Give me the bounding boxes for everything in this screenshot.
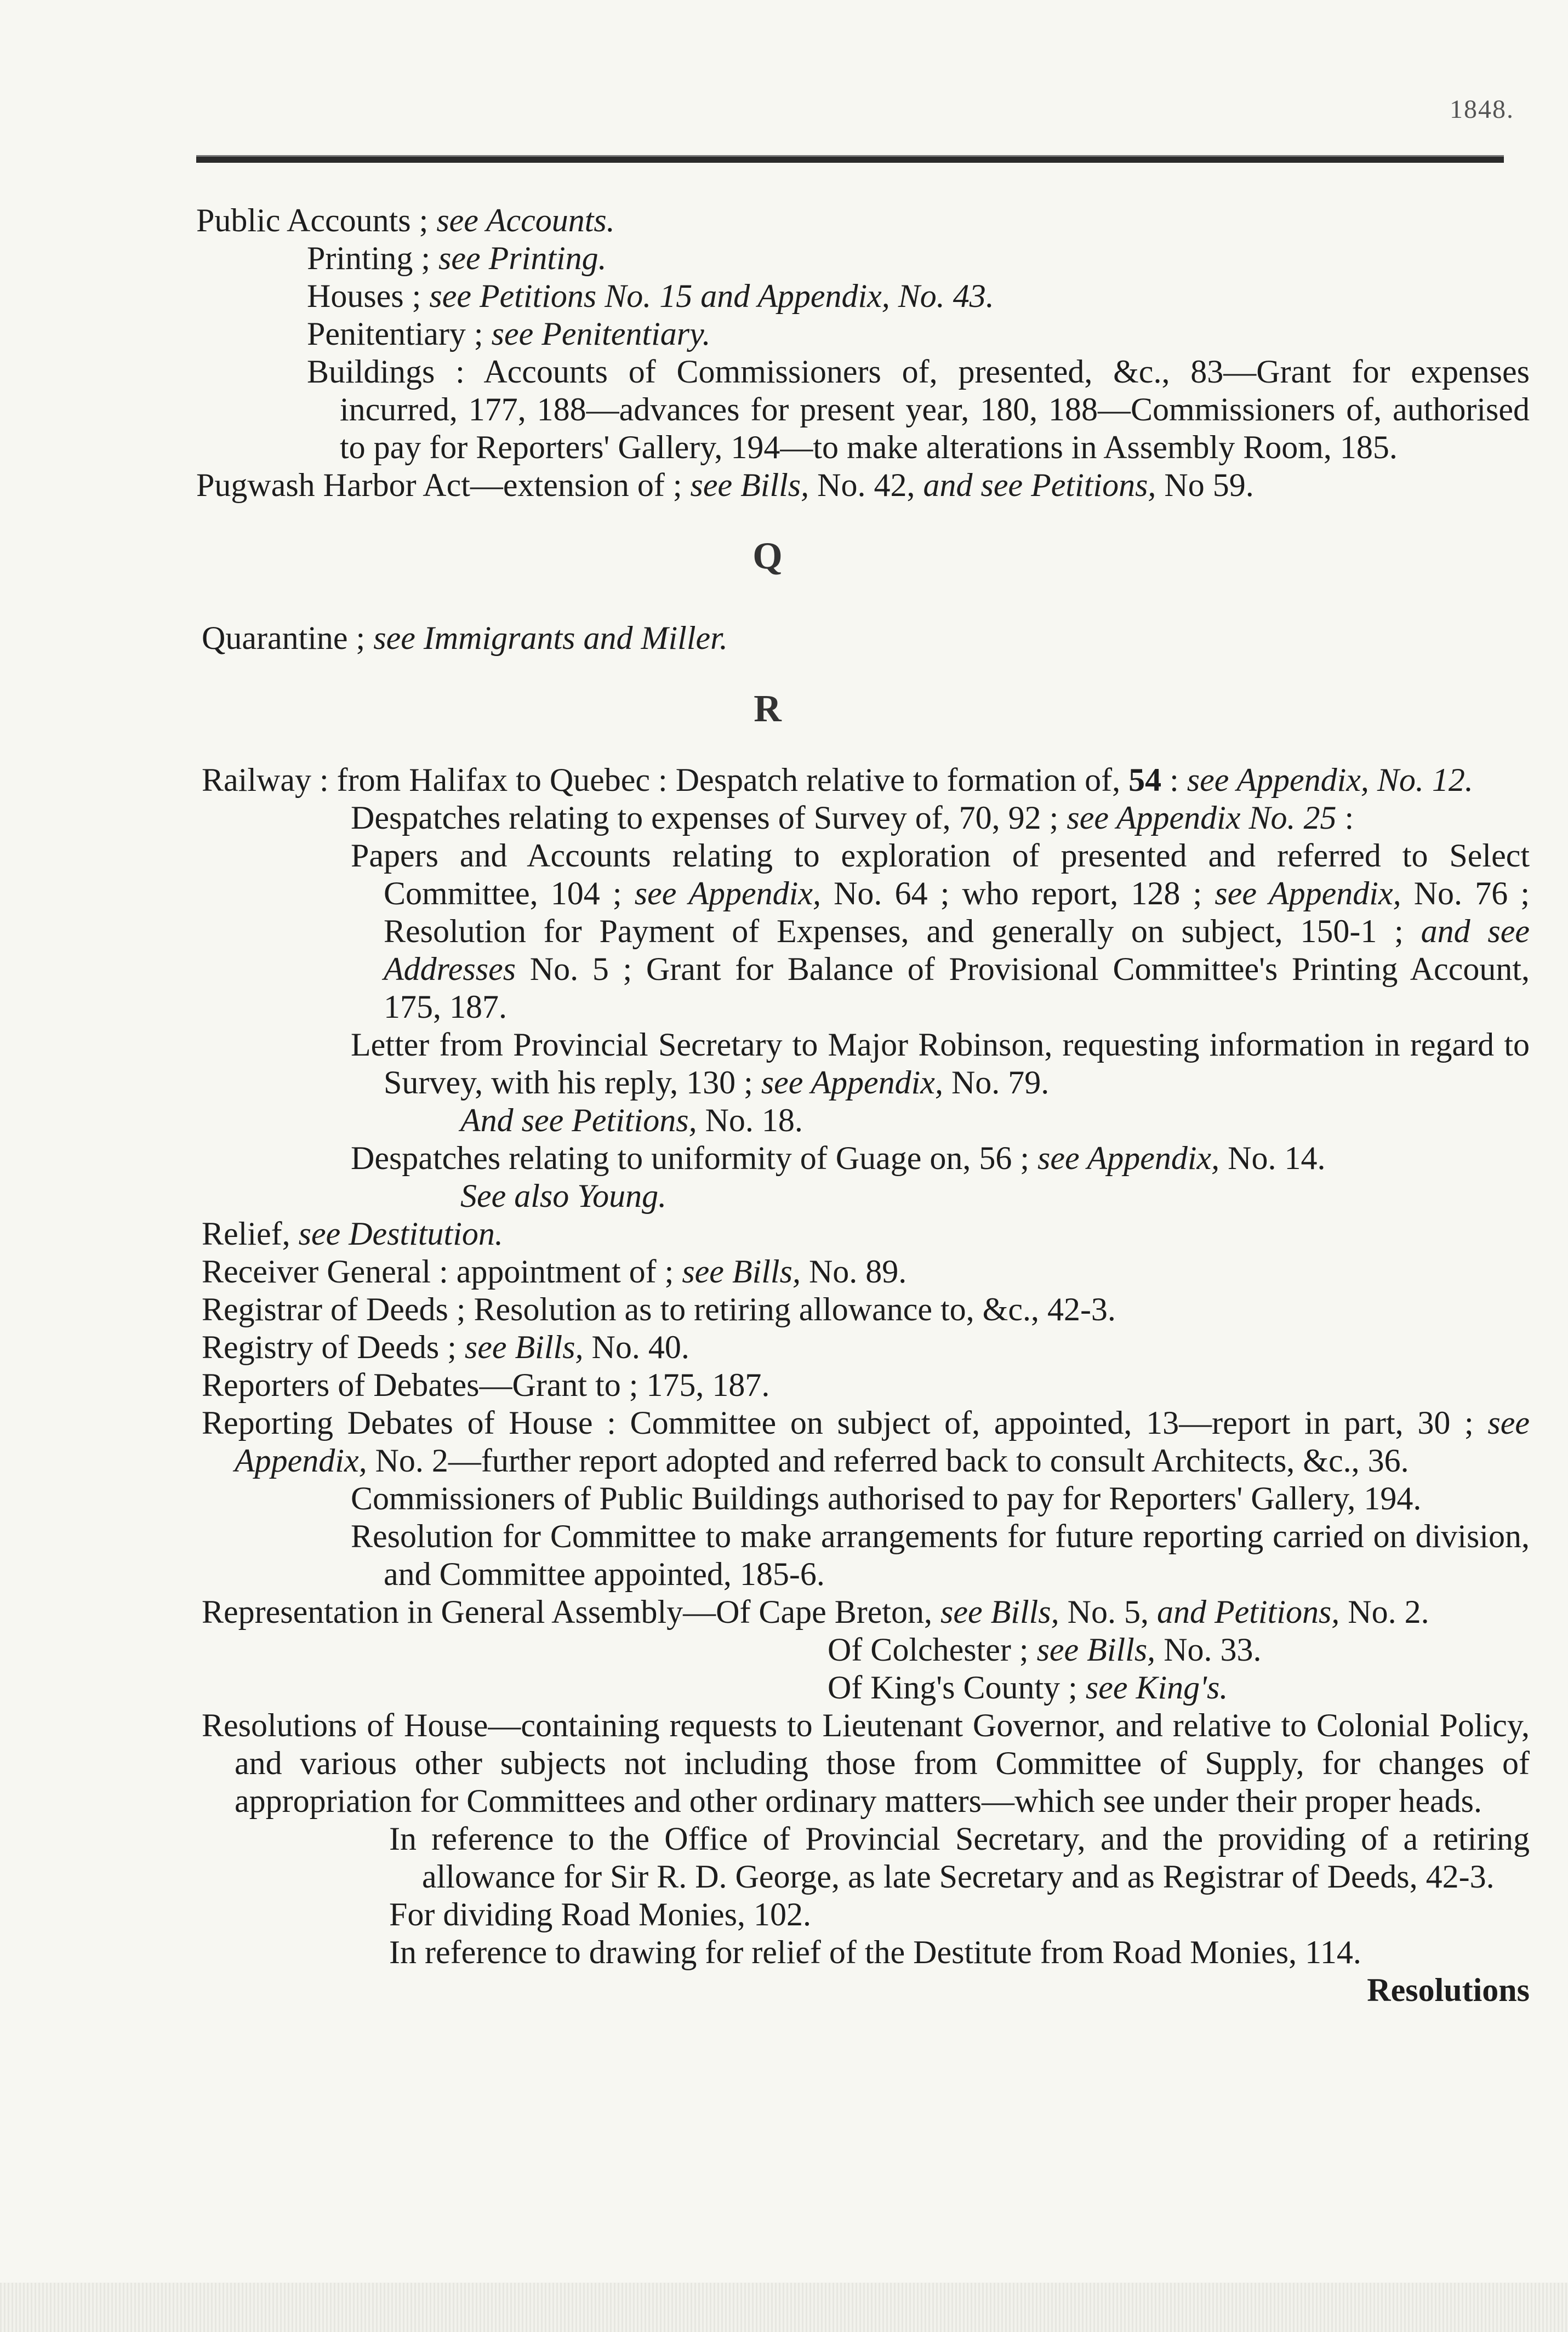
entry-railway-see-also: See also Young. [460,1178,667,1214]
entry-printing: Printing ; see Printing. [307,240,607,276]
section-letter-r: R [754,688,782,730]
entry-resolutions-of-house: Resolutions of House—containing requests to Lieutenant Governor, and relative to Colonial Policy, and various other subjects not including those from Committee of Supply, for changes of appropriation for Committees and other ordinary matters—which see under their proper heads. [202,1707,1530,1819]
entry-reporting-debates: Reporting Debates of House : Committee on subject of, appointed, 13—report in part, 30 ; see Appendix, No. 2—further report adopted and referred back to consult Architects, &c., 36. [202,1405,1530,1479]
entry-railway-letter: Letter from Provincial Secretary to Major Robinson, requesting information in regard to Survey, with his reply, 130 ; see Appendix, No. 79. [351,1027,1530,1101]
entry-commissioners-buildings: Commissioners of Public Buildings authorised to pay for Reporters' Gallery, 194. [351,1480,1422,1516]
entry-railway: Railway : from Halifax to Quebec : Despatch relative to formation of, 54 : see Appendix, No. 12. [202,762,1473,798]
entry-registrar-deeds: Registrar of Deeds ; Resolution as to retiring allowance to, &c., 42-3. [202,1291,1116,1327]
entry-railway-despatches: Despatches relating to expenses of Survey of, 70, 92 ; see Appendix No. 25 : [351,800,1354,836]
entry-reporting-resolution: Resolution for Committee to make arrangements for future reporting carried on division, and Committee appointed, 185-6. [351,1518,1530,1592]
entry-railway-papers: Papers and Accounts relating to exploration of presented and referred to Select Committee, 104 ; see Appendix, No. 64 ; who report, 128 ; see Appendix, No. 76 ; Resolution for Payment of Expenses, and generally on subject, 150-1 ; and see Addresses No. 5 ; Grant for Balance of Provisional Committee's Printing Account, 175, 187. [351,837,1530,1025]
entry-railway-petitions: And see Petitions, No. 18. [460,1102,803,1138]
entry-pugwash: Pugwash Harbor Act—extension of ; see Bills, No. 42, and see Petitions, No 59. [196,467,1254,503]
catchword: Resolutions [1367,1972,1530,2008]
entry-representation: Representation in General Assembly—Of Cape Breton, see Bills, No. 5, and Petitions, No. 2. [202,1594,1429,1630]
entry-relief: Relief, see Destitution. [202,1216,503,1252]
entry-houses: Houses ; see Petitions No. 15 and Appendix, No. 43. [307,278,994,314]
entry-penitentiary: Penitentiary ; see Penitentiary. [307,316,711,352]
entry-buildings: Buildings : Accounts of Commissioners of, presented, &c., 83—Grant for expenses incurred, 177, 188—advances for present year, 180, 188—Commissioners of, authorised to pay for Reporters' Gallery, 194—to make alterations in Assembly Room, 185. [307,353,1530,465]
entry-representation-kings: Of King's County ; see King's. [828,1669,1228,1706]
entry-resolution-destitute: In reference to drawing for relief of the Destitute from Road Monies, 114. [389,1934,1361,1970]
page-bottom-grain [0,2283,1568,2332]
entry-receiver-general: Receiver General : appointment of ; see Bills, No. 89. [202,1253,907,1290]
entry-public-accounts: Public Accounts ; see Accounts. [196,202,615,238]
entry-resolution-road-monies: For dividing Road Monies, 102. [389,1896,812,1932]
entry-registry-deeds: Registry of Deeds ; see Bills, No. 40. [202,1329,689,1365]
index-body [0,202,1568,2009]
entry-quarantine: Quarantine ; see Immigrants and Miller. [202,620,728,656]
entry-resolution-secretary: In reference to the Office of Provincial Secretary, and the providing of a retiring allowance for Sir R. D. George, as late Secretary and as Registrar of Deeds, 42-3. [389,1821,1530,1895]
section-letter-q: Q [752,535,783,577]
page-folio: 1848. [1450,95,1514,124]
header-rule [196,157,1504,163]
entry-reporters-debates: Reporters of Debates—Grant to ; 175, 187. [202,1367,770,1403]
entry-representation-colchester: Of Colchester ; see Bills, No. 33. [828,1632,1262,1668]
entry-railway-guage: Despatches relating to uniformity of Guage on, 56 ; see Appendix, No. 14. [351,1140,1326,1176]
